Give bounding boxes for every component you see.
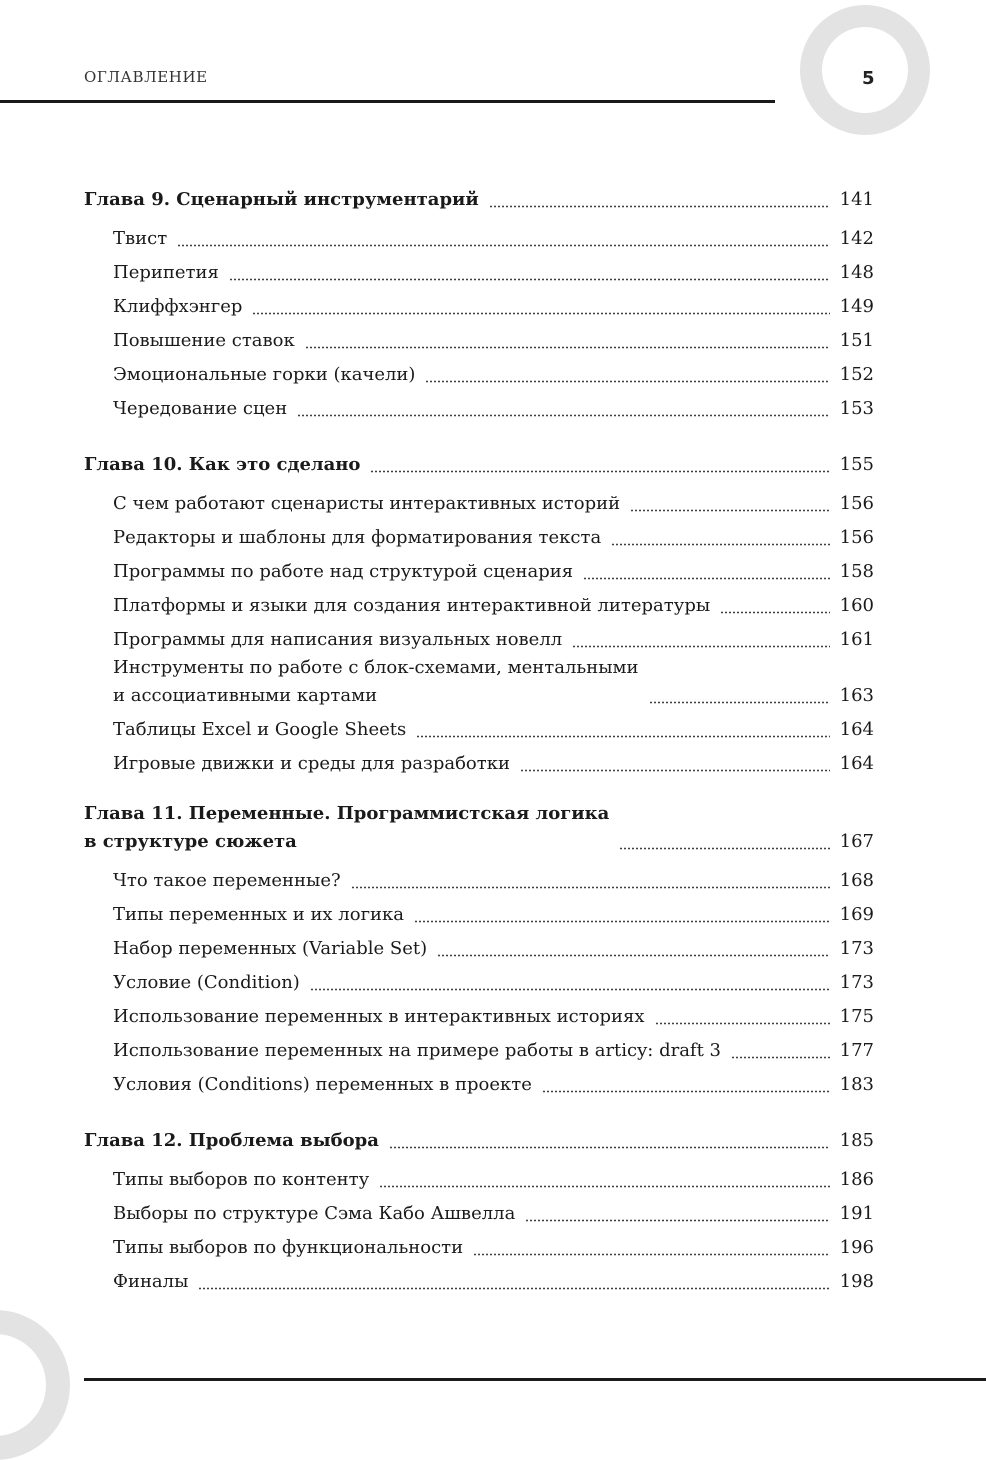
toc-entry[interactable]: [84, 963, 874, 997]
toc-entry-title: Выборы по структуре Сэма Кабо Ашвелла: [113, 1203, 516, 1224]
toc-page-number: 196: [839, 1237, 874, 1258]
leader-dots: [177, 227, 830, 247]
toc-entry[interactable]: [84, 1228, 874, 1262]
page-number: 5: [862, 68, 875, 89]
toc-entry-title: Использование переменных на примере работы в articy: draft 3: [113, 1040, 722, 1061]
toc-entry[interactable]: [84, 518, 874, 552]
toc-entry[interactable]: [84, 552, 874, 586]
toc-page-number: 155: [839, 454, 874, 475]
toc-page-number: 198: [839, 1271, 874, 1292]
leader-dots: [649, 684, 830, 704]
toc-entry-title-line1: Инструменты по работе с блок-схемами, ментальными: [113, 657, 639, 678]
toc-page-number: 158: [839, 561, 874, 582]
leader-dots: [310, 971, 830, 991]
toc-page-number: 183: [839, 1074, 874, 1095]
toc-chapter[interactable]: [84, 180, 874, 214]
toc-chapter-title: Глава 10. Как это сделано: [84, 454, 361, 475]
toc-page-number: 167: [839, 831, 874, 852]
toc-entry[interactable]: [84, 654, 874, 710]
leader-dots: [425, 363, 830, 383]
leader-dots: [416, 718, 830, 738]
toc-entry-title: Использование переменных в интерактивных историях: [113, 1006, 645, 1027]
toc-page-number: 164: [839, 719, 874, 740]
toc-entry-title: Твист: [113, 228, 168, 249]
toc-entry[interactable]: [84, 744, 874, 778]
toc-page-number: 161: [839, 629, 874, 650]
toc-page-number: 177: [839, 1040, 874, 1061]
leader-dots: [542, 1073, 830, 1093]
leader-dots: [525, 1202, 830, 1222]
toc-page-number: 168: [839, 870, 874, 891]
leader-dots: [252, 295, 830, 315]
toc-entry[interactable]: [84, 586, 874, 620]
header-rule: [0, 100, 775, 103]
toc-entry-title-line2: и ассоциативными картами: [113, 685, 378, 706]
leader-dots: [351, 869, 830, 889]
leader-dots: [619, 830, 830, 850]
footer-rule: [84, 1378, 986, 1381]
toc-page-number: 149: [839, 296, 874, 317]
toc-entry-title: Типы выборов по контенту: [113, 1169, 370, 1190]
leader-dots: [720, 594, 830, 614]
leader-dots: [731, 1039, 830, 1059]
toc-entry[interactable]: [84, 321, 874, 355]
toc-page-number: 151: [839, 330, 874, 351]
toc-entry-title: Условия (Conditions) переменных в проекте: [113, 1074, 532, 1095]
toc-page-number: 148: [839, 262, 874, 283]
leader-dots: [583, 560, 830, 580]
toc-entry-title: Программы по работе над структурой сценария: [113, 561, 574, 582]
running-header: ОГЛАВЛЕНИЕ: [84, 68, 208, 86]
leader-dots: [630, 492, 830, 512]
leader-dots: [379, 1168, 830, 1188]
leader-dots: [198, 1270, 830, 1290]
leader-dots: [229, 261, 830, 281]
toc-page-number: 156: [839, 527, 874, 548]
toc-page-number: 142: [839, 228, 874, 249]
toc-entry[interactable]: [84, 710, 874, 744]
toc-page-number: 141: [839, 189, 874, 210]
toc-page-number: 156: [839, 493, 874, 514]
toc-entry-title: Набор переменных (Variable Set): [113, 938, 428, 959]
toc-page-number: 175: [839, 1006, 874, 1027]
toc-entry[interactable]: [84, 1194, 874, 1228]
toc-entry[interactable]: [84, 997, 874, 1031]
toc-chapter-title-line2: в структуре сюжета: [84, 831, 297, 852]
toc-entry-title: Клиффхэнгер: [113, 296, 243, 317]
toc-entry-title: Таблицы Excel и Google Sheets: [113, 719, 407, 740]
leader-dots: [489, 188, 830, 208]
leader-dots: [611, 526, 830, 546]
leader-dots: [655, 1005, 830, 1025]
toc-page-number: 164: [839, 753, 874, 774]
leader-dots: [297, 397, 830, 417]
toc-entry-title: Чередование сцен: [113, 398, 288, 419]
toc-entry[interactable]: [84, 1262, 874, 1296]
toc-entry-title: Программы для написания визуальных новелл: [113, 629, 563, 650]
leader-dots: [389, 1129, 830, 1149]
toc-chapter-title-line1: Глава 11. Переменные. Программистская логика: [84, 803, 610, 824]
toc-entry[interactable]: [84, 389, 874, 423]
leader-dots: [572, 628, 830, 648]
toc-entry[interactable]: [84, 287, 874, 321]
leader-dots: [305, 329, 830, 349]
leader-dots: [437, 937, 830, 957]
leader-dots: [370, 453, 830, 473]
leader-dots: [473, 1236, 830, 1256]
toc-entry[interactable]: [84, 355, 874, 389]
toc-entry[interactable]: [84, 484, 874, 518]
toc-entry-title: Что такое переменные?: [113, 870, 341, 891]
decorative-ring-bottom: [0, 1310, 70, 1460]
leader-dots: [520, 752, 830, 772]
toc-entry-title: Платформы и языки для создания интерактивной литературы: [113, 595, 711, 616]
toc-page-number: 185: [839, 1130, 874, 1151]
toc-page-number: 160: [839, 595, 874, 616]
toc-entry[interactable]: [84, 861, 874, 895]
toc-page-number: 191: [839, 1203, 874, 1224]
toc-entry-title: Типы переменных и их логика: [113, 904, 404, 925]
toc-entry[interactable]: [84, 1065, 874, 1099]
toc-page-number: 173: [839, 938, 874, 959]
toc-entry-title: Типы выборов по функциональности: [113, 1237, 464, 1258]
toc-entry-title: Повышение ставок: [113, 330, 295, 351]
toc-entry[interactable]: [84, 929, 874, 963]
toc-chapter[interactable]: [84, 800, 874, 856]
toc-chapter-title: Глава 12. Проблема выбора: [84, 1130, 379, 1151]
toc-entry-title: Редакторы и шаблоны для форматирования текста: [113, 527, 602, 548]
toc-entry-title: С чем работают сценаристы интерактивных историй: [113, 493, 621, 514]
toc-page-number: 153: [839, 398, 874, 419]
toc-entry-title: Игровые движки и среды для разработки: [113, 753, 510, 774]
leader-dots: [414, 903, 830, 923]
toc-chapter[interactable]: [84, 1121, 874, 1155]
toc-entry[interactable]: [84, 253, 874, 287]
toc-entry-title: Перипетия: [113, 262, 219, 283]
toc-page-number: 173: [839, 972, 874, 993]
table-of-contents: [84, 180, 874, 1296]
toc-page-number: 186: [839, 1169, 874, 1190]
toc-entry[interactable]: [84, 1160, 874, 1194]
toc-page-number: 163: [839, 685, 874, 706]
toc-entry-title: Финалы: [113, 1271, 189, 1292]
toc-chapter[interactable]: [84, 445, 874, 479]
toc-entry[interactable]: [84, 620, 874, 654]
toc-entry[interactable]: [84, 895, 874, 929]
toc-page-number: 169: [839, 904, 874, 925]
toc-entry[interactable]: [84, 1031, 874, 1065]
toc-entry-title: Эмоциональные горки (качели): [113, 364, 416, 385]
toc-entry-title: Условие (Condition): [113, 972, 300, 993]
toc-page-number: 152: [839, 364, 874, 385]
toc-chapter-title: Глава 9. Сценарный инструментарий: [84, 189, 479, 210]
toc-entry[interactable]: [84, 219, 874, 253]
